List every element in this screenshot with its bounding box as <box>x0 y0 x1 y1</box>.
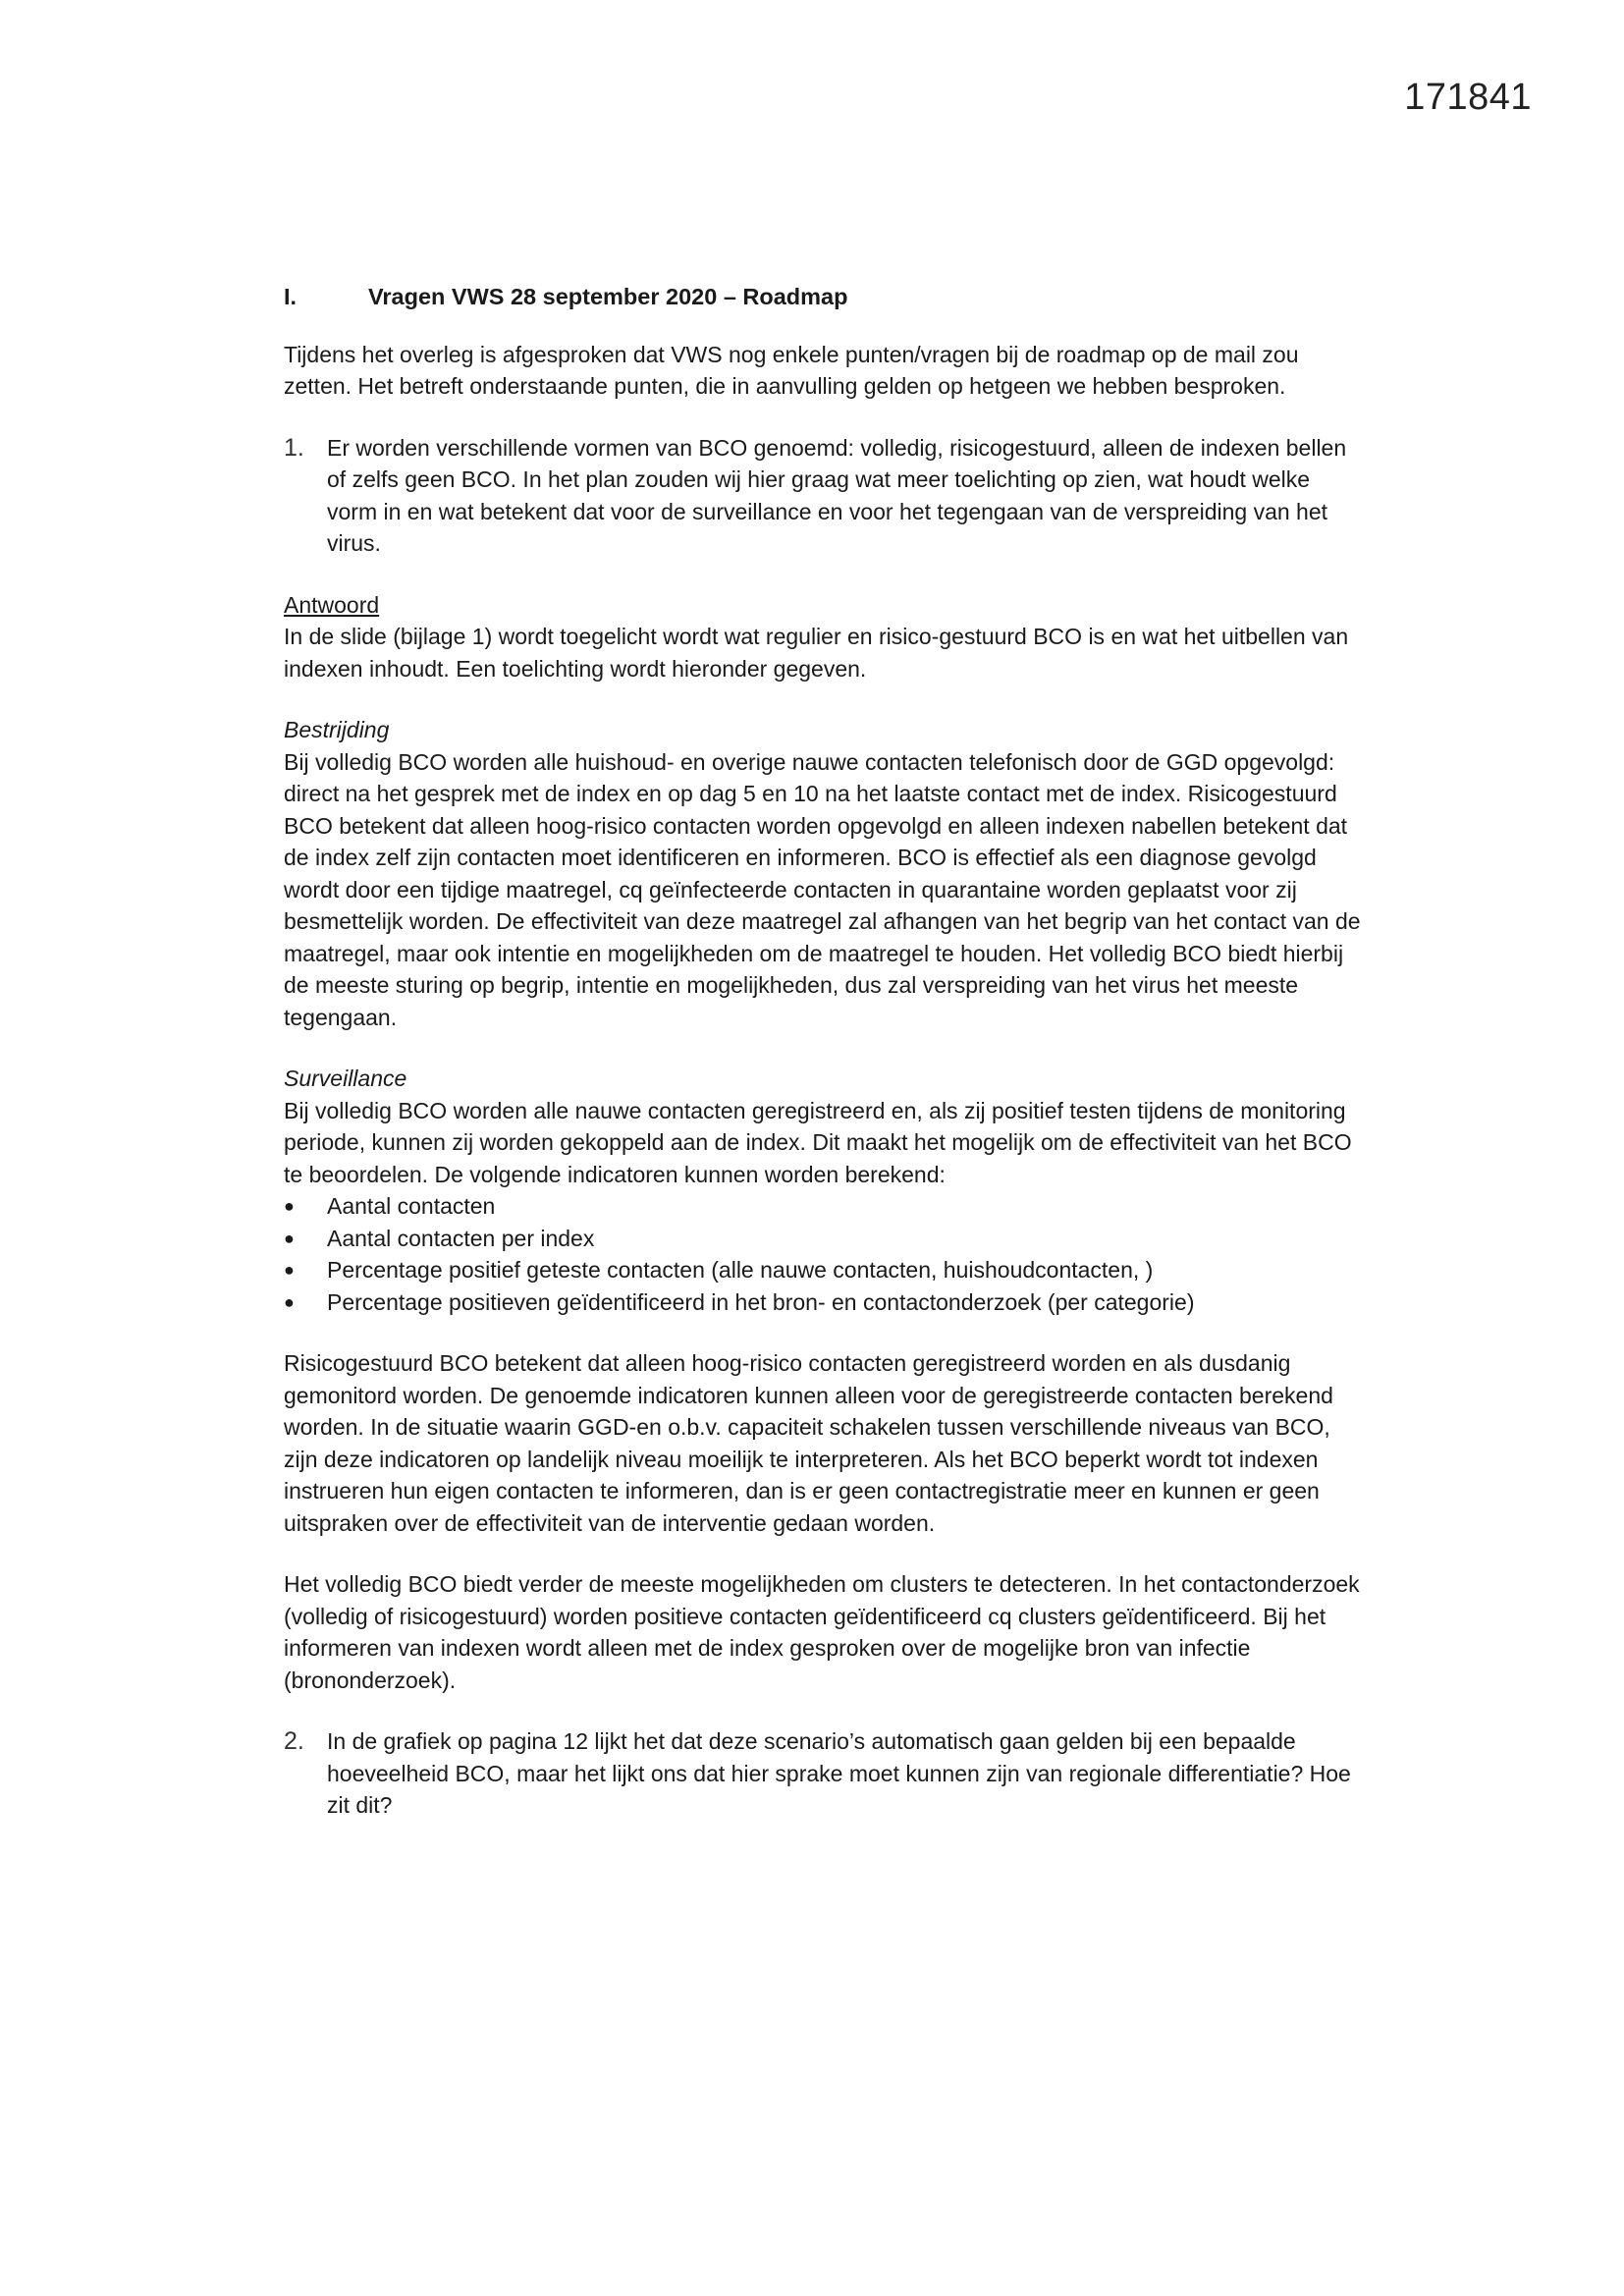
question-text: Er worden verschillende vormen van BCO genoemd: volledig, risicogestuurd, alleen de indexen bellen of zelfs geen BCO. In het plan zouden wij hier graag wat meer toelichting op zien, wat houdt welke vorm in en wat betekent dat voor de surveillance en voor het tegengaan van de verspreiding van het virus. <box>327 434 1347 556</box>
answer-intro-block <box>284 589 1364 685</box>
list-item: ● Percentage positieven geïdentificeerd in het bron- en contactonderzoek (per categorie) <box>284 1286 1364 1319</box>
question-1 <box>284 432 1364 560</box>
answer-intro: In de slide (bijlage 1) wordt toegelicht wordt wat regulier en risico-gestuurd BCO is en wat het uitbellen van indexen inhoudt. Een toelichting wordt hieronder gegeven. <box>284 624 1349 682</box>
section-title: Vragen VWS 28 september 2020 – Roadmap <box>368 284 848 309</box>
bullet-icon: ● <box>284 1260 295 1280</box>
surveillance-block <box>284 1063 1364 1318</box>
section-number: I. <box>284 284 298 309</box>
document-body <box>284 281 1364 1851</box>
document-number: 171841 <box>1404 77 1532 118</box>
question-text: In de grafiek op pagina 12 lijkt het dat deze scenario’s automatisch gaan gelden bij een bepaalde hoeveelheid BCO, maar het lijkt ons dat hier sprake moet kunnen zijn van regionale differentiatie? Hoe zit dit? <box>327 1728 1351 1818</box>
bullet-icon: ● <box>284 1196 295 1216</box>
question-2 <box>284 1725 1364 1822</box>
indicator-list <box>284 1190 1364 1318</box>
list-item: ● Aantal contacten <box>284 1190 1364 1223</box>
question-number: 2. <box>284 1727 304 1755</box>
bestrijding-block <box>284 714 1364 1033</box>
question-number: 1. <box>284 433 304 462</box>
answer-title: Antwoord <box>284 591 380 618</box>
surveillance-title: Surveillance <box>284 1066 407 1091</box>
intro-paragraph: Tijdens het overleg is afgesproken dat VWS nog enkele punten/vragen bij de roadmap op de mail zou zetten. Het betreft onderstaande punten, die in aanvulling gelden op hetgeen we hebben besproken. <box>284 341 1299 399</box>
list-item: ● Aantal contacten per index <box>284 1223 1364 1255</box>
section-heading <box>284 281 1364 313</box>
bestrijding-title: Bestrijding <box>284 717 390 742</box>
bullet-icon: ● <box>284 1228 295 1248</box>
bestrijding-text: Bij volledig BCO worden alle huishoud- en overige nauwe contacten telefonisch door de GGD opgevolgd: direct na het gesprek met de index en op dag 5 en 10 na het laatste contact met de index. Risicogestuurd BCO betekent dat alleen hoog-risico contacten worden opgevolgd en alleen indexen nabellen betekent dat de index zelf zijn contacten moet identificeren en informeren. BCO is effectief als een diagnose gevolgd wordt door een tijdige maatregel, cq geïnfecteerde contacten in quarantaine worden geplaatst voor zij besmettelijk worden. De effectiviteit van deze maatregel zal afhangen van het begrip van het contact van de maatregel, maar ook intentie en mogelijkheden om de maatregel te houden. Het volledig BCO biedt hierbij de meeste sturing op begrip, intentie en mogelijkheden, dus zal verspreiding van het virus het meeste tegengaan. <box>284 748 1361 1030</box>
surveillance-text: Bij volledig BCO worden alle nauwe contacten geregistreerd en, als zij positief testen tijdens de monitoring periode, kunnen zij worden gekoppeld aan de index. Dit maakt het mogelijk om de effectiviteit van het BCO te beoordelen. De volgende indicatoren kunnen worden berekend: <box>284 1097 1352 1187</box>
clusters-paragraph: Het volledig BCO biedt verder de meeste mogelijkheden om clusters te detecteren. In het contactonderzoek (volledig of risicogestuurd) worden positieve contacten geïdentificeerd cq clusters geïdentificeerd. Bij het informeren van indexen wordt alleen met de index gesproken over de mogelijke bron van infectie (brononderzoek). <box>284 1571 1360 1693</box>
list-item: ● Percentage positief geteste contacten (alle nauwe contacten, huishoudcontacten, ) <box>284 1254 1364 1286</box>
bullet-icon: ● <box>284 1291 295 1312</box>
risico-paragraph: Risicogestuurd BCO betekent dat alleen hoog-risico contacten geregistreerd worden en als dusdanig gemonitord worden. De genoemde indicatoren kunnen alleen voor de geregistreerde contacten berekend worden. In de situatie waarin GGD-en o.b.v. capaciteit schakelen tussen verschillende niveaus van BCO, zijn deze indicatoren op landelijk niveau moeilijk te interpreteren. Als het BCO beperkt wordt tot indexen instrueren hun eigen contacten te informeren, dan is er geen contactregistratie meer en kunnen er geen uitspraken over de effectiviteit van de interventie gedaan worden. <box>284 1350 1333 1536</box>
